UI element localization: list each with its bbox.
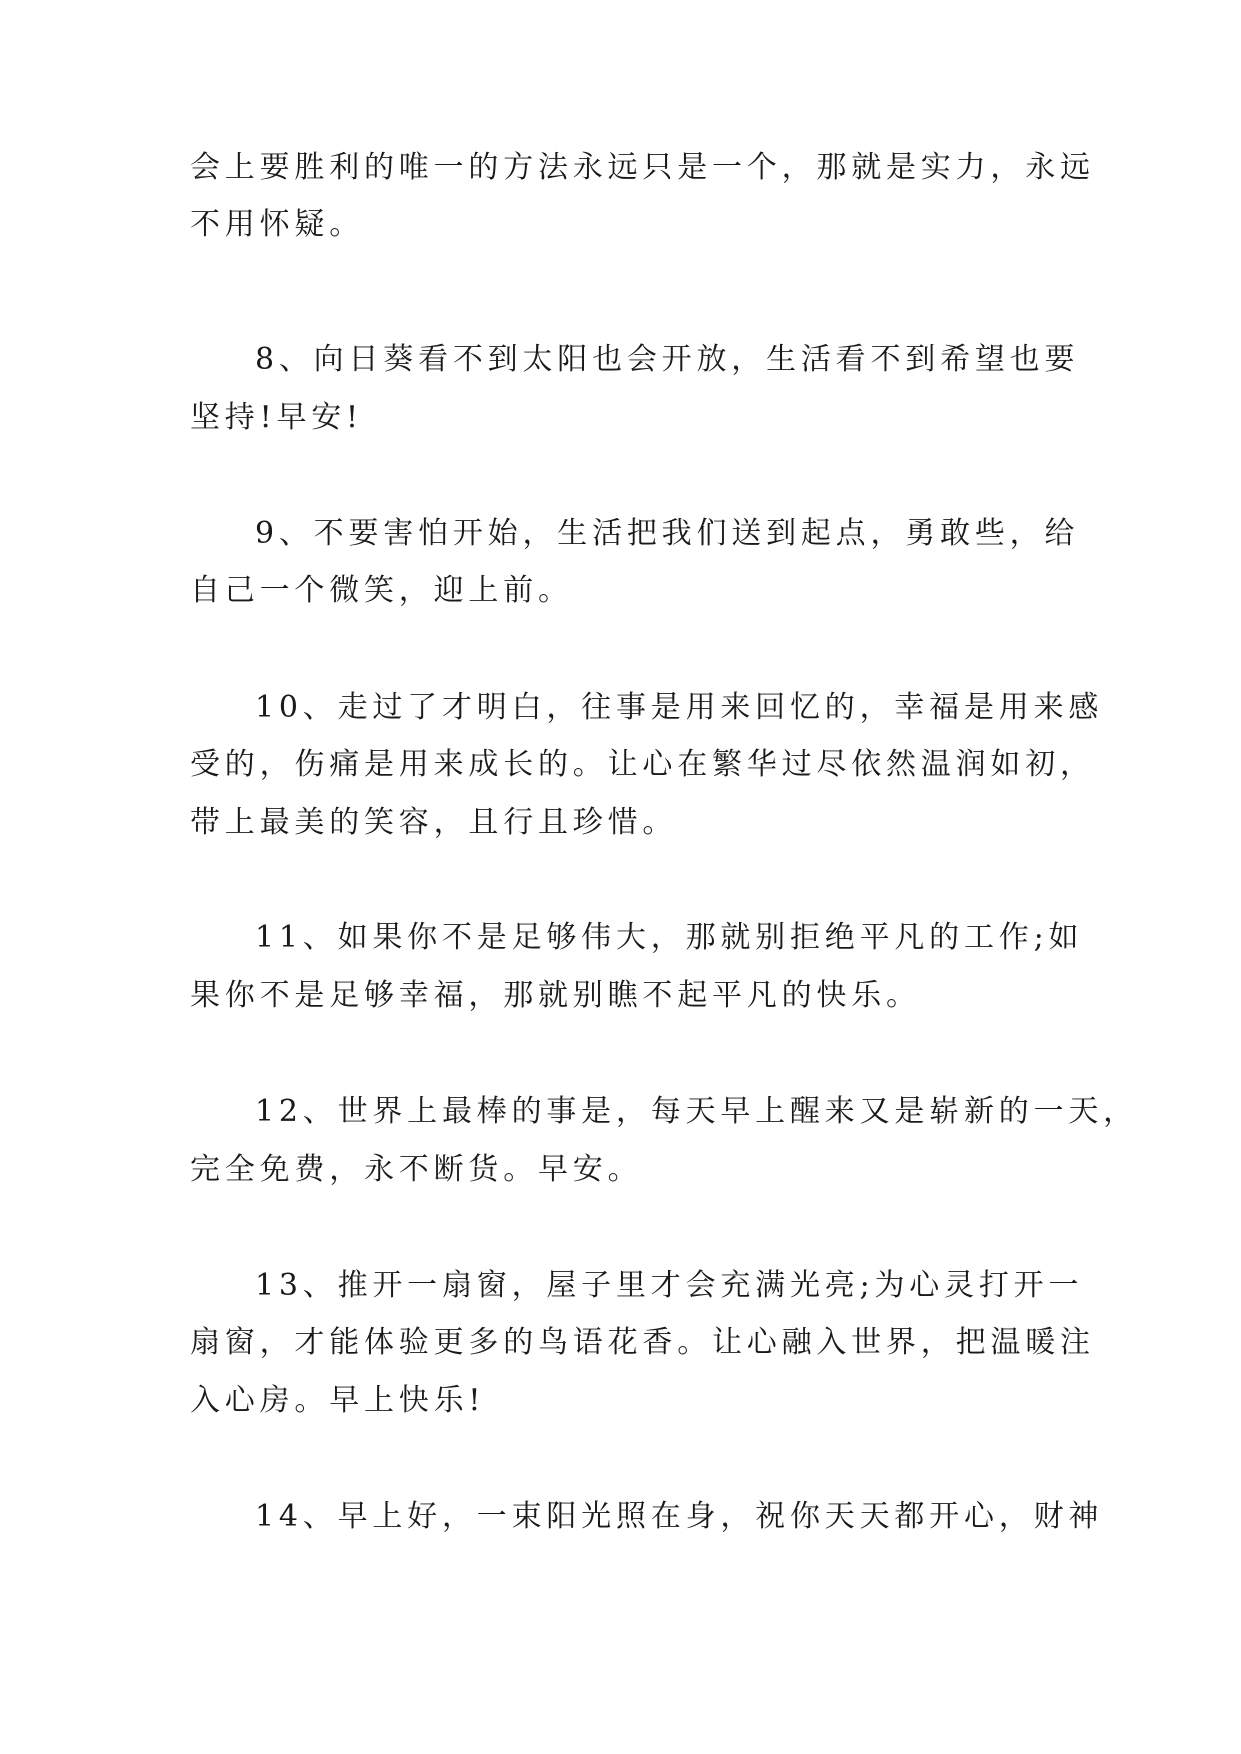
paragraph-line: 14、早上好，一束阳光照在身，祝你天天都开心，财神	[255, 1499, 1104, 1534]
paragraph-line: 带上最美的笑容，且行且珍惜。	[190, 805, 678, 840]
paragraph-line: 扇窗，才能体验更多的鸟语花香。让心融入世界，把温暖注	[190, 1325, 1095, 1360]
paragraph-line: 12、世界上最棒的事是，每天早上醒来又是崭新的一天，	[255, 1094, 1138, 1129]
paragraph-line: 10、走过了才明白，往事是用来回忆的，幸福是用来感	[255, 690, 1104, 725]
paragraph-line: 9、不要害怕开始，生活把我们送到起点，勇敢些，给	[255, 516, 1080, 551]
paragraph-line: 13、推开一扇窗，屋子里才会充满光亮;为心灵打开一	[255, 1268, 1084, 1303]
paragraph-line: 受的，伤痛是用来成长的。让心在繁华过尽依然温润如初，	[190, 747, 1095, 782]
paragraph-line: 不用怀疑。	[190, 207, 364, 242]
paragraph-line: 会上要胜利的唯一的方法永远只是一个，那就是实力，永远	[190, 150, 1095, 185]
paragraph-line: 11、如果你不是足够伟大，那就别拒绝平凡的工作;如	[255, 920, 1084, 955]
paragraph-line: 完全免费，永不断货。早安。	[190, 1152, 643, 1187]
paragraph-line: 8、向日葵看不到太阳也会开放，生活看不到希望也要	[255, 342, 1080, 377]
paragraph-line: 入心房。早上快乐!	[190, 1383, 486, 1418]
paragraph-line: 自己一个微笑，迎上前。	[190, 573, 573, 608]
paragraph-line: 坚持!早安!	[190, 400, 363, 435]
paragraph-line: 果你不是足够幸福，那就别瞧不起平凡的快乐。	[190, 978, 921, 1013]
